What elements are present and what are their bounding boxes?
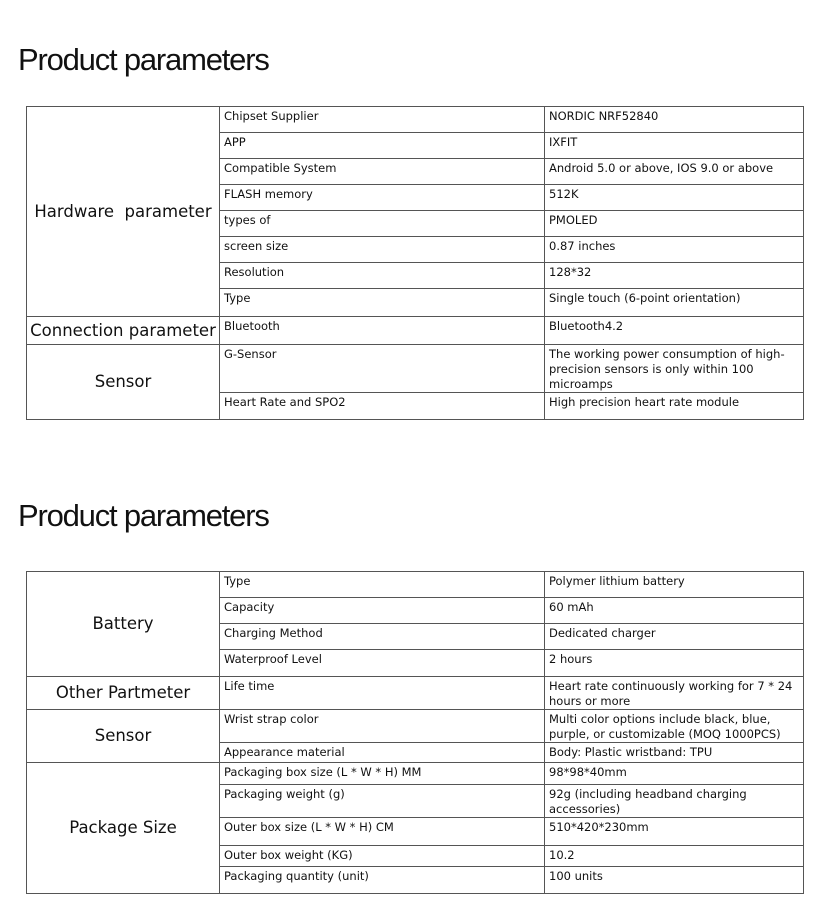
group-label-hardware: Hardware parameter <box>27 107 220 317</box>
hardware-params-table <box>26 106 804 420</box>
param-name: Type <box>220 572 545 598</box>
param-name: Outer box weight (KG) <box>220 846 545 867</box>
param-name: Chipset Supplier <box>220 107 545 133</box>
group-label-other: Other Partmeter <box>27 677 220 710</box>
param-value: 510*420*230mm <box>545 818 804 846</box>
section-heading: Product parameters <box>18 42 269 77</box>
battery-package-params-table <box>26 571 804 894</box>
param-value: Bluetooth4.2 <box>545 317 804 345</box>
param-value: High precision heart rate module <box>545 393 804 420</box>
group-label-sensor: Sensor <box>27 710 220 763</box>
param-name: Waterproof Level <box>220 650 545 677</box>
param-name: Appearance material <box>220 743 545 763</box>
param-value: 10.2 <box>545 846 804 867</box>
table-row <box>27 107 804 133</box>
param-value: NORDIC NRF52840 <box>545 107 804 133</box>
table-row <box>27 710 804 743</box>
param-value: Polymer lithium battery <box>545 572 804 598</box>
param-name: G-Sensor <box>220 345 545 393</box>
table-row <box>27 317 804 345</box>
table-row <box>27 572 804 598</box>
param-value: PMOLED <box>545 211 804 237</box>
param-name: APP <box>220 133 545 159</box>
table-row <box>27 677 804 710</box>
param-name: Charging Method <box>220 624 545 650</box>
param-name: Heart Rate and SPO2 <box>220 393 545 420</box>
param-name: Resolution <box>220 263 545 289</box>
param-name: Packaging box size (L * W * H) MM <box>220 763 545 785</box>
param-value: Body: Plastic wristband: TPU <box>545 743 804 763</box>
section-heading: Product parameters <box>18 498 269 533</box>
table-row <box>27 345 804 393</box>
param-value: Heart rate continuously working for 7 * 24 hours or more <box>545 677 804 710</box>
param-value: 2 hours <box>545 650 804 677</box>
param-name: Packaging quantity (unit) <box>220 867 545 894</box>
param-name: Packaging weight (g) <box>220 785 545 818</box>
param-value: Android 5.0 or above, IOS 9.0 or above <box>545 159 804 185</box>
param-name: Wrist strap color <box>220 710 545 743</box>
group-label-battery: Battery <box>27 572 220 677</box>
param-value: 0.87 inches <box>545 237 804 263</box>
group-label-package: Package Size <box>27 763 220 894</box>
param-value: Multi color options include black, blue, purple, or customizable (MOQ 1000PCS) <box>545 710 804 743</box>
param-name: Compatible System <box>220 159 545 185</box>
param-name: screen size <box>220 237 545 263</box>
group-label-sensor: Sensor <box>27 345 220 420</box>
param-value: 98*98*40mm <box>545 763 804 785</box>
param-name: types of <box>220 211 545 237</box>
param-value: 512K <box>545 185 804 211</box>
param-name: FLASH memory <box>220 185 545 211</box>
table-row <box>27 763 804 785</box>
param-name: Type <box>220 289 545 317</box>
param-value: 60 mAh <box>545 598 804 624</box>
param-value: IXFIT <box>545 133 804 159</box>
param-name: Life time <box>220 677 545 710</box>
param-name: Bluetooth <box>220 317 545 345</box>
param-value: Single touch (6-point orientation) <box>545 289 804 317</box>
param-value: Dedicated charger <box>545 624 804 650</box>
param-value: 92g (including headband charging accessories) <box>545 785 804 818</box>
param-value: 128*32 <box>545 263 804 289</box>
group-label-connection: Connection parameter <box>27 317 220 345</box>
param-value: 100 units <box>545 867 804 894</box>
param-name: Outer box size (L * W * H) CM <box>220 818 545 846</box>
param-value: The working power consumption of high-precision sensors is only within 100 microamps <box>545 345 804 393</box>
param-name: Capacity <box>220 598 545 624</box>
